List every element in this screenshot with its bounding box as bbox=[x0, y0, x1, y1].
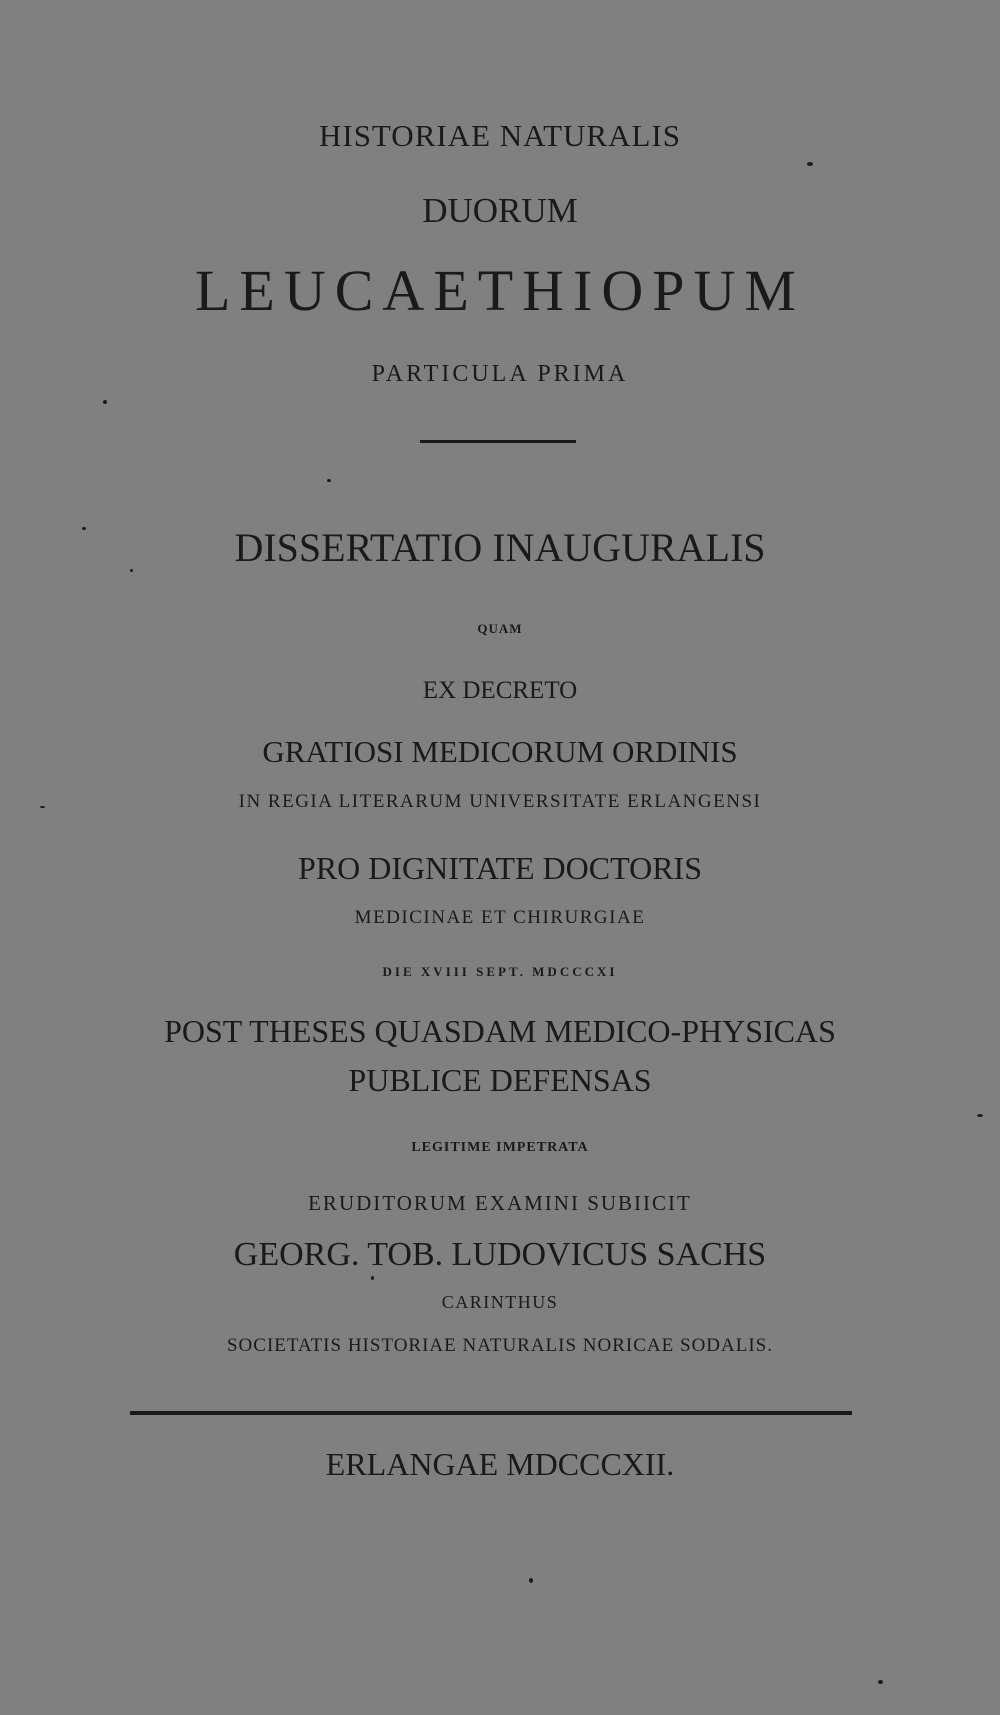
scan-speck bbox=[130, 569, 133, 572]
scan-speck bbox=[529, 1578, 533, 1583]
scan-speck bbox=[40, 806, 45, 808]
scan-speck bbox=[103, 400, 107, 404]
short-divider-rule bbox=[420, 440, 576, 443]
text-carinthus: CARINTHUS bbox=[441, 1292, 559, 1312]
scan-speck bbox=[371, 1276, 374, 1280]
text-date-line: DIE XVIII SEPT. MDCCCXI bbox=[382, 964, 618, 979]
scan-speck bbox=[878, 1680, 883, 1684]
text-publice-defensas: PUBLICE DEFENSAS bbox=[348, 1062, 652, 1098]
text-gratiosi-medicorum-ordinis: GRATIOSI MEDICORUM ORDINIS bbox=[262, 734, 738, 769]
scan-speck bbox=[327, 479, 331, 482]
text-in-regia-literarum: IN REGIA LITERARUM UNIVERSITATE ERLANGENSI bbox=[238, 791, 762, 812]
text-post-theses: POST THESES QUASDAM MEDICO-PHYSICAS bbox=[164, 1013, 836, 1049]
text-pro-dignitate-doctoris: PRO DIGNITATE DOCTORIS bbox=[298, 850, 702, 886]
scan-speck bbox=[807, 162, 813, 166]
text-ex-decreto: EX DECRETO bbox=[422, 677, 578, 704]
text-eruditorum-examini: ERUDITORUM EXAMINI SUBIICIT bbox=[308, 1191, 692, 1215]
scan-speck bbox=[82, 527, 86, 530]
title-line-leucaethiopum: LEUCAETHIOPUM bbox=[195, 258, 805, 323]
imprint-erlangae: ERLANGAE MDCCCXII. bbox=[325, 1446, 675, 1482]
title-line-duorum: DUORUM bbox=[422, 191, 578, 230]
heading-dissertatio-inauguralis: DISSERTATIO INAUGURALIS bbox=[234, 525, 766, 570]
subtitle-particula-prima: PARTICULA PRIMA bbox=[371, 361, 629, 387]
text-author-name: GEORG. TOB. LUDOVICUS SACHS bbox=[233, 1236, 767, 1273]
text-legitime-impetrata: LEGITIME IMPETRATA bbox=[411, 1140, 589, 1155]
text-societatis-sodalis: SOCIETATIS HISTORIAE NATURALIS NORICAE SODALIS. bbox=[226, 1335, 773, 1356]
long-divider-rule bbox=[130, 1411, 852, 1415]
title-line-historiae-naturalis: HISTORIAE NATURALIS bbox=[318, 118, 681, 153]
text-medicinae-et-chirurgiae: MEDICINAE ET CHIRURGIAE bbox=[354, 907, 646, 928]
text-quam: QUAM bbox=[477, 621, 523, 636]
scan-speck bbox=[977, 1114, 983, 1117]
